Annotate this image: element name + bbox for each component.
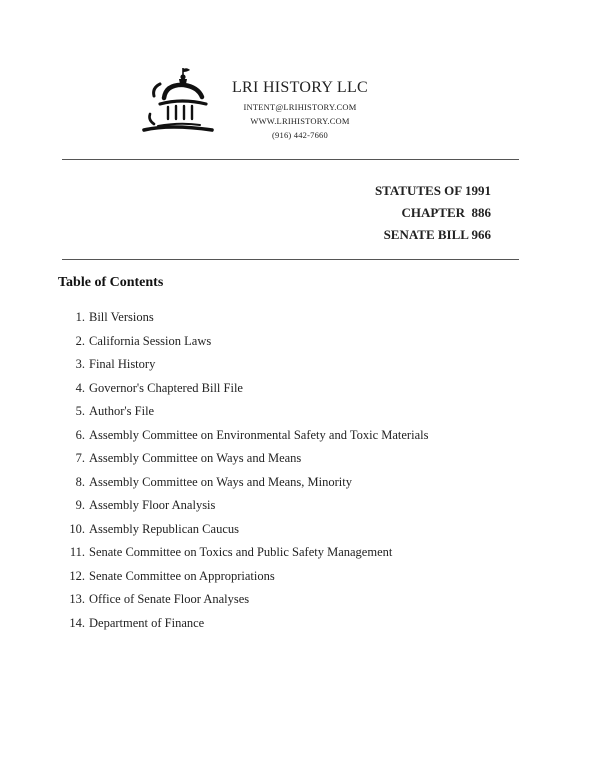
toc-item-number: 10. — [69, 521, 85, 536]
toc-item-label: Assembly Committee on Environmental Safety and Toxic Materials — [89, 427, 429, 442]
toc-item — [60, 471, 428, 495]
bill-number: SENATE BILL 966 — [383, 227, 491, 242]
capitol-logo-graphic — [140, 64, 216, 138]
toc-item — [60, 494, 428, 518]
company-name: LRI HISTORY LLC — [231, 79, 369, 96]
toc-item-label: Governor's Chaptered Bill File — [89, 380, 243, 395]
letterhead — [210, 78, 390, 142]
toc-item — [60, 447, 428, 471]
toc-item — [60, 330, 428, 354]
toc-item — [60, 306, 428, 330]
toc-item-label: California Session Laws — [89, 333, 212, 348]
toc-list — [60, 306, 428, 635]
toc-item-number: 1. — [75, 310, 85, 325]
toc-item-number: 7. — [75, 451, 85, 466]
toc-item — [60, 518, 428, 542]
toc-item-number: 4. — [75, 380, 85, 395]
toc-item-label: Final History — [89, 357, 156, 372]
toc-item-label: Assembly Committee on Ways and Means — [89, 451, 302, 466]
toc-item — [60, 565, 428, 589]
toc-title: Table of Contents — [58, 275, 164, 290]
toc-item-number: 8. — [75, 474, 85, 489]
chapter-number: CHAPTER 886 — [401, 205, 491, 220]
toc-item — [60, 612, 428, 636]
toc-item-number: 12. — [69, 568, 85, 583]
toc-item-label: Office of Senate Floor Analyses — [89, 592, 250, 607]
header-divider — [62, 159, 519, 160]
toc-item-number: 6. — [75, 427, 85, 442]
toc-item — [60, 588, 428, 612]
toc-item-label: Assembly Committee on Ways and Means, Minority — [89, 474, 352, 489]
toc-item-number: 2. — [75, 333, 85, 348]
toc-item-number: 9. — [75, 498, 85, 513]
company-email: INTENT@LRIHISTORY.COM — [243, 102, 357, 112]
toc-item-number: 3. — [75, 357, 85, 372]
toc-item-label: Author's File — [89, 404, 155, 419]
toc-item-number: 13. — [69, 592, 85, 607]
toc-item-label: Senate Committee on Appropriations — [89, 568, 275, 583]
toc-item-label: Assembly Republican Caucus — [89, 521, 239, 536]
toc-item-number: 5. — [75, 404, 85, 419]
company-phone: (916) 442-7660 — [272, 130, 328, 140]
toc-item — [60, 400, 428, 424]
toc-item — [60, 377, 428, 401]
toc-item — [60, 541, 428, 565]
company-website: WWW.LRIHISTORY.COM — [250, 116, 350, 126]
statutes-year: STATUTES OF 1991 — [374, 183, 491, 198]
toc-item-label: Senate Committee on Toxics and Public Safety Management — [89, 545, 393, 560]
toc-item-number: 14. — [69, 615, 85, 630]
toc-item-label: Department of Finance — [89, 615, 205, 630]
statute-divider — [62, 259, 519, 260]
toc-item — [60, 424, 428, 448]
toc-item — [60, 353, 428, 377]
capitol-dome-icon — [140, 64, 216, 138]
statute-block — [375, 180, 491, 246]
toc-item-number: 11. — [69, 545, 85, 560]
toc-item-label: Assembly Floor Analysis — [89, 498, 216, 513]
toc-item-label: Bill Versions — [89, 310, 154, 325]
